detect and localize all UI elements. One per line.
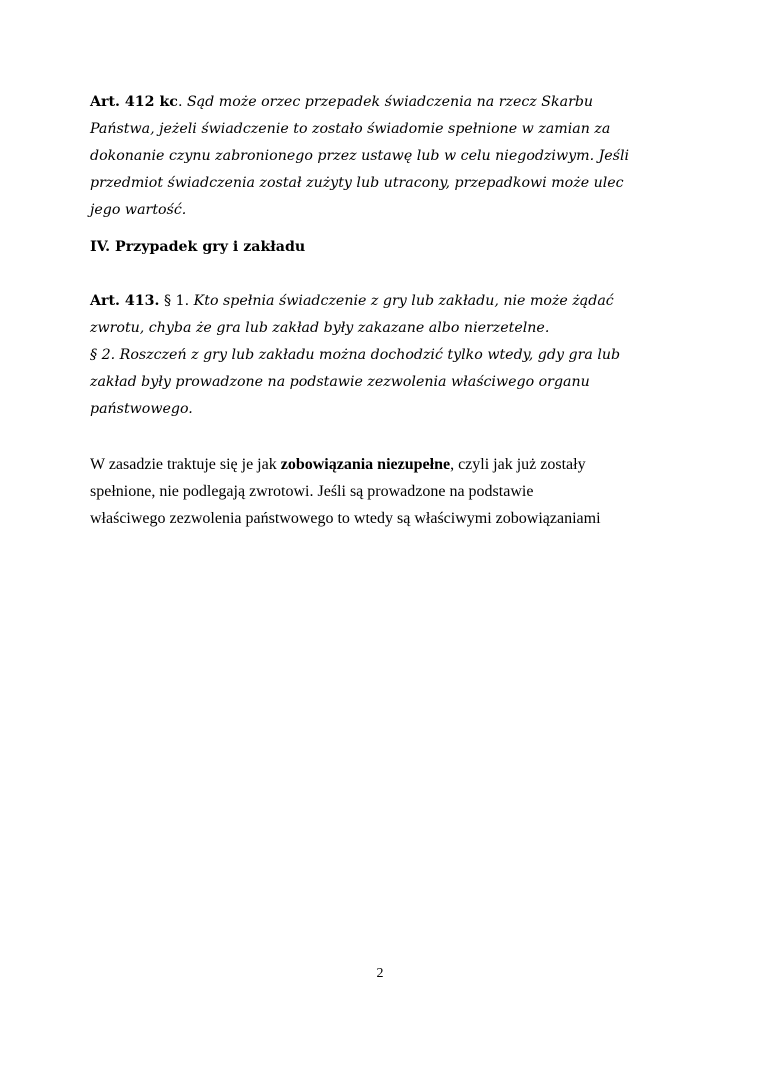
article-412-line-1 (90, 89, 690, 116)
commentary-line-2: spełnione, nie podlegają zwrotowi. Jeśli są prowadzone na podstawie (90, 483, 534, 500)
article-412-separator: . (177, 94, 187, 110)
article-413-line-1 (90, 288, 690, 315)
commentary-suffix: , czyli jak już zostały (450, 456, 586, 473)
commentary-bold-term: zobowiązania niezupełne (280, 456, 451, 473)
section-heading: IV. Przypadek gry i zakładu (90, 239, 306, 255)
article-413-label: Art. 413. (90, 293, 160, 309)
article-413-par1-line: zwrotu, chyba że gra lub zakład były zakazane albo nierzetelne. (90, 320, 550, 336)
commentary-prefix: W zasadzie traktuje się je jak (90, 456, 281, 473)
article-413-paragraph (90, 288, 690, 423)
article-413-par2-line: § 2. Roszczeń z gry lub zakładu można dochodzić tylko wtedy, gdy gra lub (90, 347, 621, 363)
commentary-line-1 (90, 451, 690, 478)
article-412-text-line: Państwa, jeżeli świadczenie to zostało świadomie spełnione w zamian za (90, 121, 611, 137)
article-412-text-line: jego wartość. (90, 202, 187, 218)
article-413-par2-line: państwowego. (90, 401, 193, 417)
page-number: 2 (376, 966, 384, 981)
article-413-par1-line: Kto spełnia świadczenie z gry lub zakładu, nie może żądać (193, 293, 614, 309)
article-412-paragraph (90, 89, 690, 224)
article-413-par2-line: zakład były prowadzone na podstawie zezwolenia właściwego organu (90, 374, 590, 390)
article-413-par1-label: § 1. (159, 293, 194, 309)
article-412-text-line: przedmiot świadczenia został zużyty lub utracony, przepadkowi może ulec (90, 175, 624, 191)
article-412-text-line: Sąd może orzec przepadek świadczenia na rzecz Skarbu (186, 94, 594, 110)
article-412-text-line: dokonanie czynu zabronionego przez ustawę lub w celu niegodziwym. Jeśli (90, 148, 630, 164)
commentary-paragraph (90, 451, 690, 532)
commentary-line-3: właściwego zezwolenia państwowego to wtedy są właściwymi zobowiązaniami (90, 510, 601, 527)
article-412-label: Art. 412 kc (90, 94, 178, 110)
